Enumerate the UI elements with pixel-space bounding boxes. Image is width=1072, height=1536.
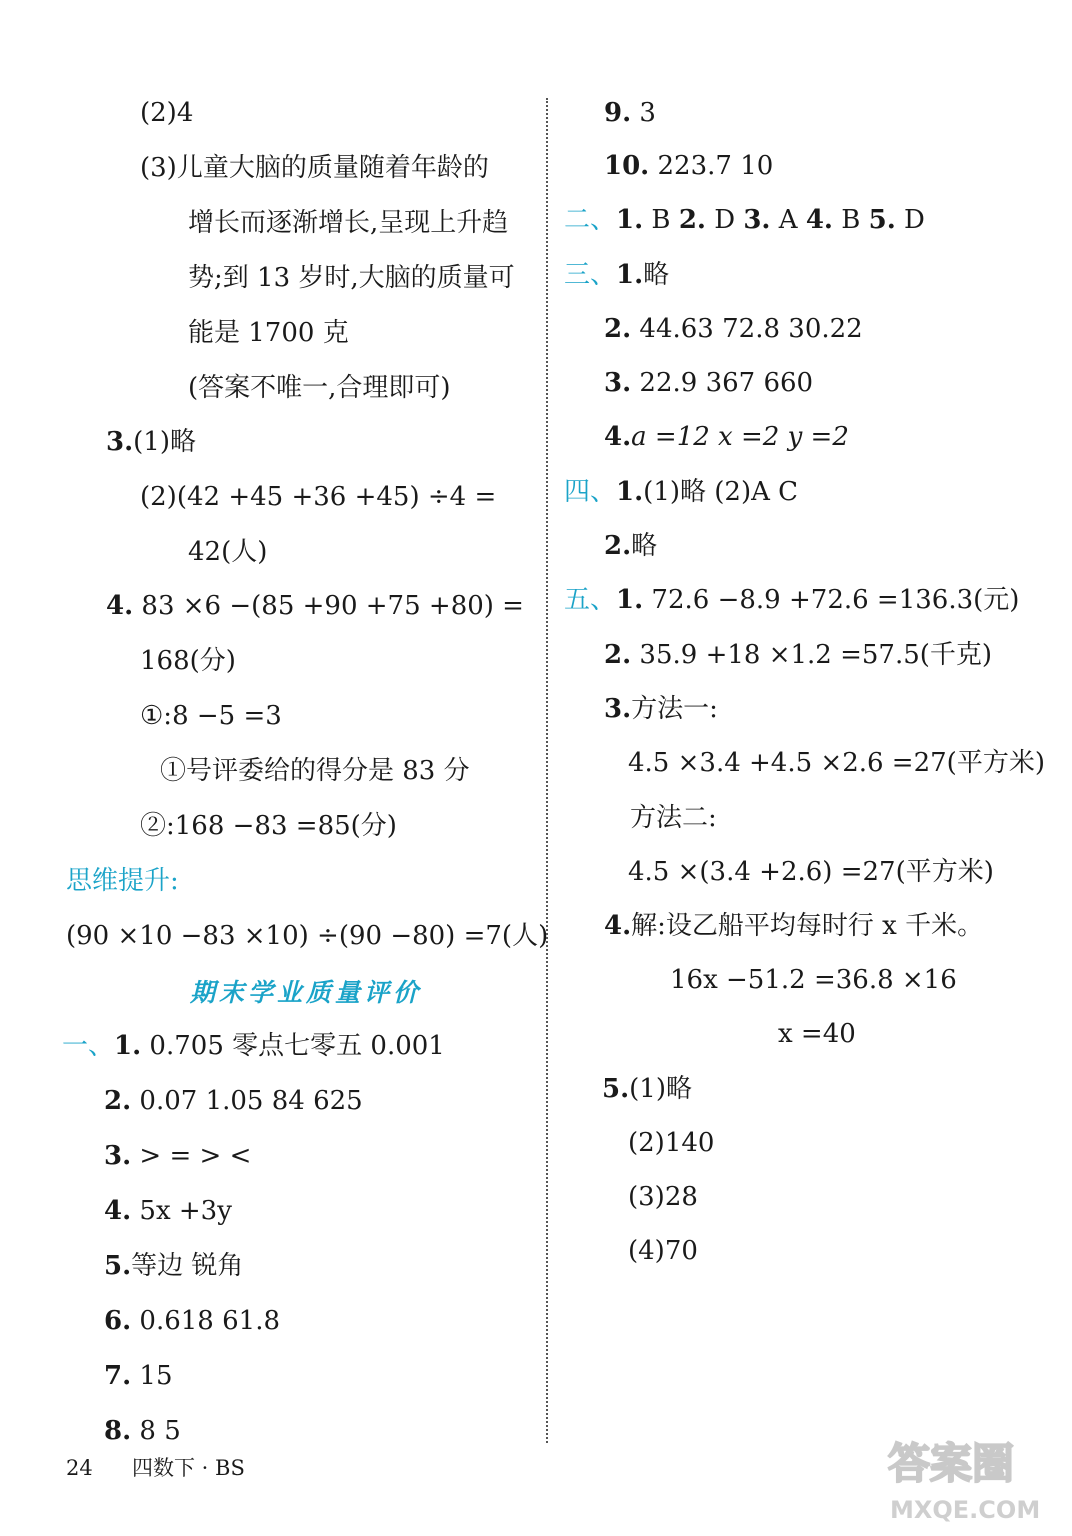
- section-prefix: 五、: [564, 585, 617, 615]
- question-8: [104, 1414, 181, 1448]
- answer-text: 8 5: [131, 1416, 181, 1446]
- answer-line: (3)儿童大脑的质量随着年龄的: [140, 153, 489, 183]
- answer-text: a =12 x =2 y =2: [631, 422, 849, 452]
- question-7: [104, 1359, 173, 1393]
- equation-line: 16x −51.2 =36.8 ×16: [670, 965, 957, 995]
- question-number: 2.: [604, 640, 632, 670]
- question-number: 8.: [104, 1416, 132, 1446]
- answer-text: 解:设乙船平均每时行 x 千米。: [631, 911, 984, 941]
- question-3: [104, 1139, 251, 1173]
- section-san: [564, 258, 669, 292]
- question-4: [604, 909, 983, 943]
- answer-text: 0.705 零点七零五 0.001: [141, 1031, 445, 1061]
- question-number: 4.: [604, 422, 632, 452]
- question-number: 5.: [602, 1074, 630, 1104]
- answer-text: B: [643, 205, 679, 235]
- watermark-bottom-text: MXQE.COM: [890, 1496, 1041, 1524]
- answer-line: ①号评委给的得分是 83 分: [160, 756, 470, 786]
- question-number: 2.: [678, 205, 706, 235]
- answer-line: 方法二:: [630, 803, 717, 833]
- answer-text: 83 ×6 −(85 +90 +75 +80) =: [133, 591, 524, 621]
- section-prefix: 二、: [564, 205, 617, 235]
- answer-line: 能是 1700 克: [188, 318, 349, 348]
- answer-line: (3)28: [628, 1182, 698, 1212]
- answer-text: 0.618 61.8: [131, 1306, 281, 1336]
- question-number: 1.: [616, 260, 644, 290]
- question-number: 4.: [106, 591, 134, 621]
- answer-text: 等边 锐角: [131, 1251, 244, 1281]
- question-number: 3.: [104, 1141, 132, 1171]
- question-5: [602, 1072, 692, 1106]
- section-prefix: 三、: [564, 260, 617, 290]
- answer-line: (4)70: [628, 1236, 698, 1266]
- answer-text: 0.07 1.05 84 625: [131, 1086, 363, 1116]
- answer-text: 方法一:: [631, 694, 718, 724]
- answer-line: 4.5 ×(3.4 +2.6) =27(平方米): [628, 857, 994, 887]
- answer-text: 223.7 10: [649, 151, 774, 181]
- answer-text: 44.63 72.8 30.22: [631, 314, 863, 344]
- question-2: [604, 638, 992, 672]
- thinking-label: 思维提升:: [66, 866, 179, 896]
- section-er: [564, 203, 925, 237]
- book-label: 四数下 · BS: [132, 1456, 245, 1480]
- question-2: [604, 312, 863, 346]
- answer-text: 5x +3y: [131, 1196, 232, 1226]
- answer-line: (2)(42 +45 +36 +45) ÷4 =: [140, 482, 497, 512]
- question-2: [604, 529, 657, 563]
- question-number: 1.: [616, 477, 644, 507]
- section-prefix: 四、: [564, 477, 617, 507]
- question-number: 5.: [868, 205, 896, 235]
- question-4: [106, 589, 524, 623]
- question-number: 4.: [104, 1196, 132, 1226]
- question-9: [604, 96, 656, 130]
- answer-text: 35.9 +18 ×1.2 =57.5(千克): [631, 640, 993, 670]
- equation-line: x =40: [778, 1019, 856, 1049]
- page-number: 24: [66, 1456, 93, 1480]
- question-2: [104, 1084, 363, 1118]
- question-number: 3.: [106, 427, 134, 457]
- question-number: 3.: [604, 368, 632, 398]
- section-wu: [564, 583, 1019, 617]
- answer-text: (1)略 (2)A C: [643, 477, 799, 507]
- section-title: 期末学业质量评价: [190, 978, 423, 1007]
- answer-line: 势;到 13 岁时,大脑的质量可: [188, 263, 515, 293]
- watermark-logo: [880, 1432, 1056, 1528]
- question-5: [104, 1249, 243, 1283]
- answer-text: B: [832, 205, 869, 235]
- question-number: 4.: [805, 205, 833, 235]
- question-number: 2.: [604, 531, 632, 561]
- question-3: [604, 692, 718, 726]
- answer-line: (2)4: [140, 98, 194, 128]
- answer-line: 4.5 ×3.4 +4.5 ×2.6 =27(平方米): [628, 748, 1045, 778]
- answer-text: 略: [631, 531, 658, 561]
- question-3: [106, 425, 196, 459]
- section-si: [564, 475, 798, 509]
- answer-line: 168(分): [140, 646, 236, 676]
- answer-text: (1)略: [133, 427, 196, 457]
- question-number: 1.: [616, 585, 644, 615]
- column-divider: [546, 98, 548, 1443]
- question-1: [62, 1029, 445, 1063]
- question-number: 1.: [114, 1031, 142, 1061]
- question-10: [604, 149, 773, 183]
- answer-text: 3: [631, 98, 656, 128]
- answer-text: D: [895, 205, 925, 235]
- answer-text: 略: [643, 260, 670, 290]
- question-number: 2.: [604, 314, 632, 344]
- answer-text: > = > <: [131, 1141, 252, 1171]
- question-number: 7.: [104, 1361, 132, 1391]
- question-6: [104, 1304, 280, 1338]
- answer-text: D: [705, 205, 744, 235]
- question-number: 1.: [616, 205, 644, 235]
- answer-line: (答案不唯一,合理即可): [188, 373, 451, 403]
- answer-text: 22.9 367 660: [631, 368, 814, 398]
- thinking-formula: (90 ×10 −83 ×10) ÷(90 −80) =7(人): [66, 921, 549, 951]
- question-number: 2.: [104, 1086, 132, 1116]
- answer-line: (2)140: [628, 1128, 715, 1158]
- question-number: 10.: [604, 151, 650, 181]
- answer-text: A: [770, 205, 806, 235]
- answer-line: ②:168 −83 =85(分): [140, 811, 397, 841]
- answer-text: 15: [131, 1361, 173, 1391]
- watermark-top-text: 答案圈: [888, 1439, 1015, 1488]
- section-prefix: 一、: [62, 1031, 115, 1061]
- question-number: 3.: [604, 694, 632, 724]
- question-number: 5.: [104, 1251, 132, 1281]
- answer-line: ①:8 −5 =3: [140, 701, 282, 731]
- question-number: 4.: [604, 911, 632, 941]
- question-4: [604, 420, 849, 454]
- answer-line: 42(人): [188, 537, 268, 567]
- question-number: 6.: [104, 1306, 132, 1336]
- question-number: 9.: [604, 98, 632, 128]
- answer-text: 72.6 −8.9 +72.6 =136.3(元): [643, 585, 1020, 615]
- question-4: [104, 1194, 232, 1228]
- question-3: [604, 366, 813, 400]
- answer-text: (1)略: [629, 1074, 692, 1104]
- question-number: 3.: [743, 205, 771, 235]
- answer-line: 增长而逐渐增长,呈现上升趋: [188, 208, 509, 238]
